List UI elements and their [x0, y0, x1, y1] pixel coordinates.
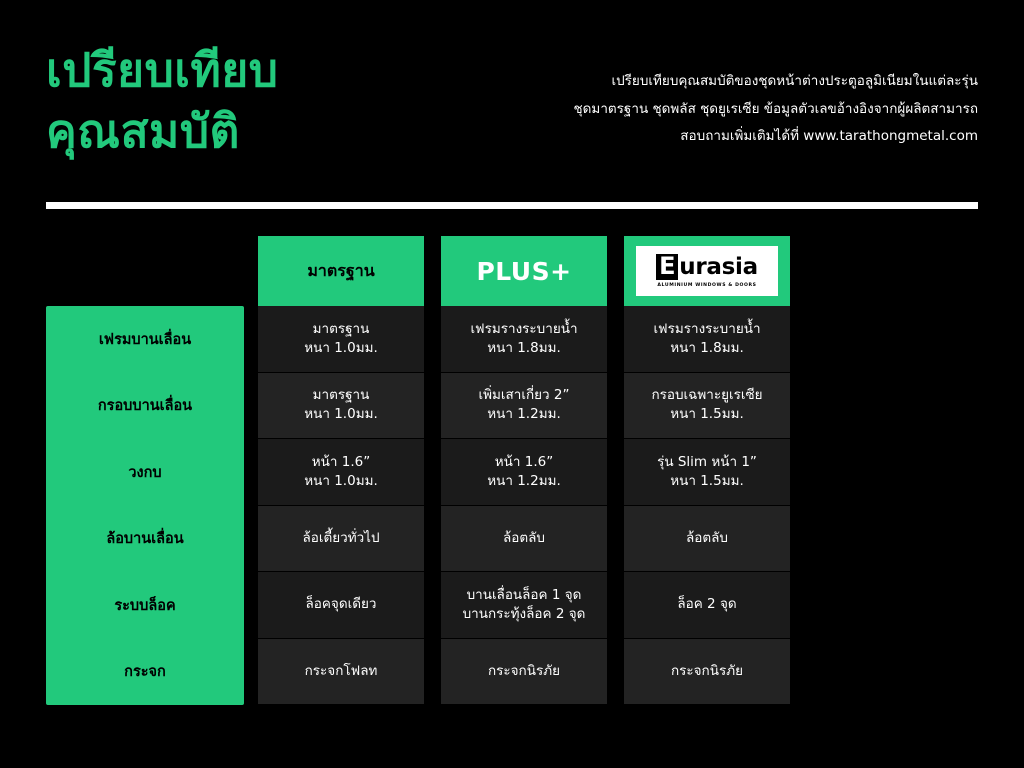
column-cells [624, 306, 790, 705]
column-cells [441, 306, 607, 705]
cell-line: บานเลื่อนล็อค 1 จุด [466, 586, 582, 603]
table-cell [441, 373, 607, 440]
page-subtitle-line-3: สอบถามเพิ่มเติมได้ที่ www.tarathongmetal.com [680, 128, 978, 145]
column-standard [258, 236, 424, 705]
table-cell [258, 639, 424, 706]
cell-line: หนา 1.2มม. [487, 406, 561, 423]
cell-line: หนา 1.5มม. [670, 472, 744, 489]
cell-line: หนา 1.2มม. [487, 472, 561, 489]
table-cell [624, 639, 790, 706]
cell-line: หนา 1.0มม. [304, 339, 378, 356]
eurasia-logo-tagline: ALUMINIUM WINDOWS & DOORS [657, 283, 757, 288]
cell-line: หนา 1.0มม. [304, 472, 378, 489]
cell-line: เพิ่มเสาเกี่ยว 2” [478, 387, 570, 404]
cell-line: ล็อคจุดเดียว [305, 596, 377, 613]
column-plus [441, 236, 607, 705]
cell-line: หน้า 1.6” [494, 453, 554, 470]
column-header: PLUS+ [441, 236, 607, 306]
table-cell [258, 373, 424, 440]
table-cell [624, 306, 790, 373]
cell-line: ล้อเตี้ยวทั่วไป [302, 529, 380, 546]
page-title [46, 40, 566, 161]
cell-line: กระจกนิรภัย [670, 662, 744, 679]
page-subtitle-line-1: เปรียบเทียบคุณสมบัติของชุดหน้าต่างประตูอลูมิเนียมในแต่ละรุ่น [611, 73, 978, 89]
cell-line: ล็อค 2 จุด [677, 596, 737, 613]
cell-line: กรอบเฉพาะยูเรเซีย [651, 387, 763, 404]
column-header: มาตรฐาน [258, 236, 424, 306]
row-label: กระจก [124, 664, 166, 681]
table-cell [441, 572, 607, 639]
table-cell [441, 639, 607, 706]
cell-line: หนา 1.8มม. [487, 339, 561, 356]
cell-line: เฟรมรางระบายน้ำ [653, 320, 761, 337]
eurasia-logo-wordmark [656, 254, 758, 280]
table-cell [624, 373, 790, 440]
cell-line: กระจกนิรภัย [487, 662, 561, 679]
row-label-column [46, 306, 244, 705]
column-eurasia [624, 236, 790, 705]
table-cell [441, 439, 607, 506]
table-cell [258, 506, 424, 573]
cell-line: หนา 1.8มม. [670, 339, 744, 356]
cell-line: หนา 1.0มม. [304, 406, 378, 423]
page-title-line-2: คุณสมบัติ [46, 103, 240, 158]
cell-line: ล้อตลับ [686, 529, 728, 546]
page-subtitle [548, 68, 978, 151]
cell-line: มาตรฐาน [312, 387, 370, 404]
row-label: กรอบบานเลื่อน [97, 398, 193, 415]
table-cell [258, 306, 424, 373]
eurasia-logo-text: urasia [679, 253, 758, 280]
page-subtitle-line-2: ชุดมาตรฐาน ชุดพลัส ชุดยูเรเซีย ข้อมูลตัวเลขอ้างอิงจากผู้ผลิตสามารถ [573, 100, 978, 117]
table-cell [258, 572, 424, 639]
table-cell [624, 439, 790, 506]
column-cells [258, 306, 424, 705]
cell-line: บานกระทุ้งล็อค 2 จุด [462, 605, 586, 622]
cell-line: เฟรมรางระบายน้ำ [470, 320, 578, 337]
cell-line: กระจกโฟลท [304, 662, 378, 679]
table-cell [624, 506, 790, 573]
cell-line: หน้า 1.6” [311, 453, 371, 470]
row-label: เฟรมบานเลื่อน [98, 331, 192, 348]
eurasia-logo-initial: E [656, 254, 678, 280]
eurasia-logo-icon [636, 246, 778, 296]
header-divider [46, 202, 978, 209]
column-header [624, 236, 790, 306]
cell-line: ล้อตลับ [503, 529, 545, 546]
cell-line: หนา 1.5มม. [670, 406, 744, 423]
row-label: ล้อบานเลื่อน [106, 531, 184, 548]
page-title-line-1: เปรียบเทียบ [46, 43, 279, 97]
cell-line: มาตรฐาน [312, 320, 370, 337]
row-label: ระบบล็อค [114, 597, 176, 614]
table-cell [441, 306, 607, 373]
row-label: วงกบ [128, 464, 162, 481]
cell-line: รุ่น Slim หน้า 1” [657, 453, 757, 470]
table-cell [258, 439, 424, 506]
table-cell [441, 506, 607, 573]
slide-header [46, 40, 978, 180]
table-cell [624, 572, 790, 639]
